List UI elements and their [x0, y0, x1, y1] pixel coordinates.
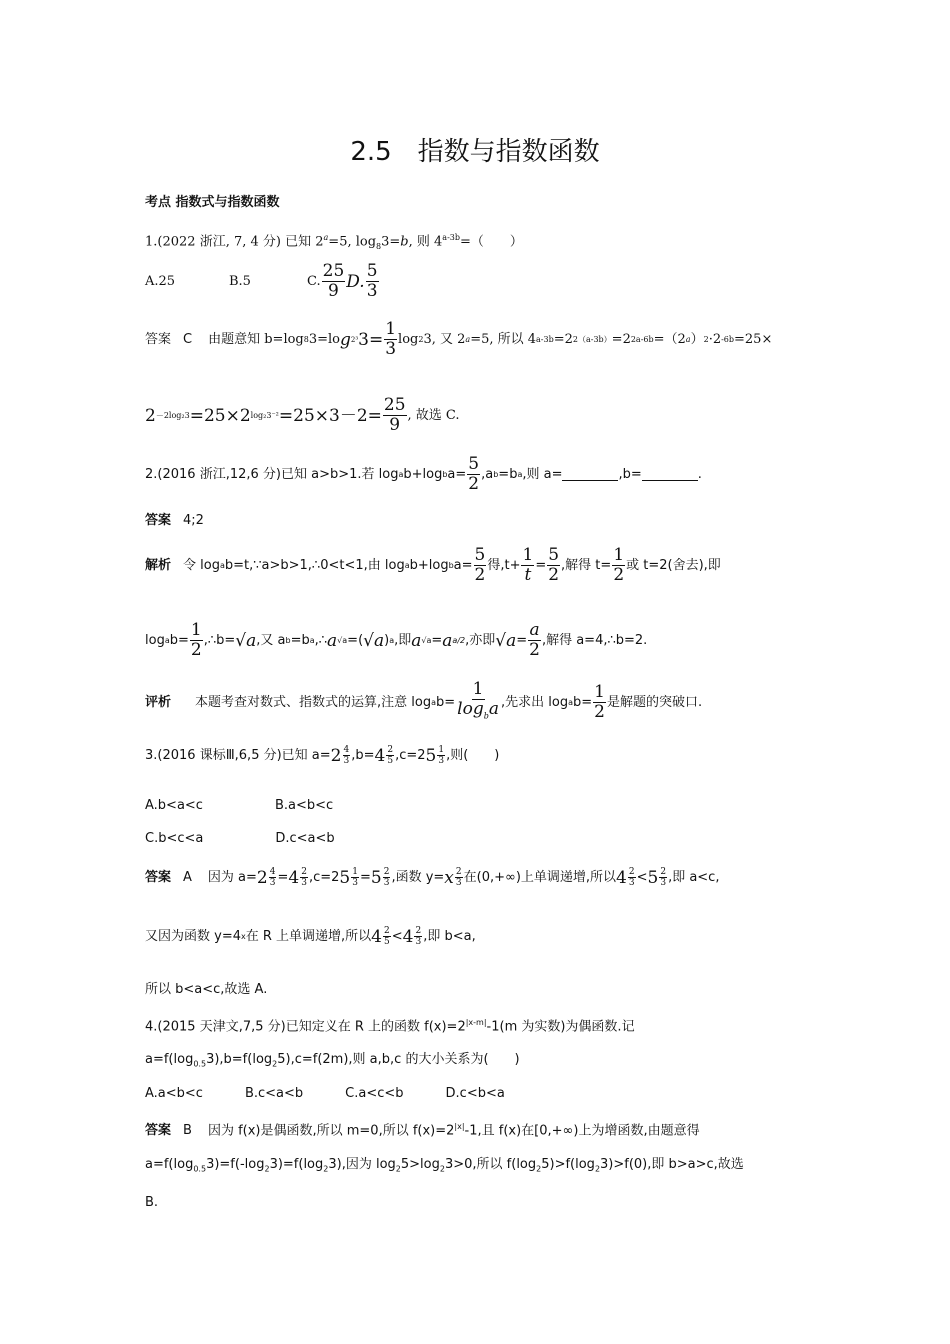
- q3-options-2: C.b<c<a D.c<a<b: [145, 831, 335, 846]
- q4-answer: 答案 B 因为 f(x)是偶函数,所以 m=0,所以 $f(x)=2^{|x|}-1$,且 f(x)在[0,+∞)上为增函数,由题意得: [145, 1122, 700, 1139]
- q2-blank-a: [562, 468, 618, 481]
- document-page: 2.5 指数与指数函数 考点 指数式与指数函数 1.(2022 浙江, 7, 4 分) 已知 $2^a=5$, $\log_83=b$, 则 $4^{a-3b}=$（ ） A.25 B.5 C. $\frac{25}{9}$ D. $\frac{5}{3}$ 答案 C 由题意知 b=log 8 3=lo g 2³ 3= $\frac{1}{3}$ log 2 3, 又 2 a =5, 所以 4 a-3b =2 2（a-3b） =2 2a-6b =（2 a ） 2 ·2 -6b =25× 2 －2log₂3 =25×2 log₂3⁻² =25×3－2= $\frac{25}{9}$ , 故选 C. 2.(2016 浙江,12,6 分)已知 a>b>1.若 log a b+log b a= $\frac{5}{2}$ ,a b =b a ,则 a= ,b= . 答案 4;2 解析 令 log a b=t,∵a>b>1,∴0<t<1,由 log a b+log b a= $\frac{5}{2}$ 得,t+ $\frac{1}{t}$ = $\frac{5}{2}$ ,解得 t= $\frac{1}{2}$ 或 t=2(舍去),即 log a b= $\frac{1}{2}$ ,∴b= √a ,又 a b =b a ,∴ a √a =( √a ) a ,即 a √a = a a/2 ,亦即 √a = $\frac{a}{2}$ ,解得 a=4,∴b=2. 评析 本题考查对数式、指数式的运算,注意 log a b= $\frac{1}{\log_ba}$ ,先求出 log a b= $\frac{1}{2}$ 是解题的突破口. 3.(2016 课标Ⅲ,6,5 分)已知 a= 2 $\frac{4}{3}$ ,b= 4 $\frac{2}{5}$ ,c=2 5 $\frac{1}{3}$ ,则( ) A.b<a<c B.a<b<c C.b<c<a D.c<a<b 答案 A 因为 a= 2 $\frac{4}{3}$ = 4 $\frac{2}{3}$ ,c=2 5 $\frac{1}{3}$ = 5 $\frac{2}{3}$ ,函数 y= x $\frac{2}{3}$ 在(0,+∞)上单调递增,所以 4 $\frac{2}{3}$ < 5 $\frac{2}{3}$ ,即 a<c, 又因为函数 y=4 x 在 R 上单调递增,所以 4 $\frac{2}{5}$ < 4 $\frac{2}{3}$ ,即 b<a, 所以 b<a<c,故选 A. 4.(2015 天津文,7,5 分)已知定义在 R 上的函数 $f(x)=2^{|x-m|}-1(m$ 为实数)为偶函数.记 $a=f(\log_{0.5}3),b=f(\log_25),c=f(2m)$,则 a,b,c 的大小关系为( ) A.a<b<c B.c<a<b C.a<c<b D.c<b<a 答案 B 因为 f(x)是偶函数,所以 m=0,所以 $f(x)=2^{|x|}-1$,且 f(x)在[0,+∞)上为增函数,由题意得 $a=f(\log_{0.5}3)=f(-\log_23)=f(\log_23)$,因为 $\log_25>\log_23>0$,所以 $f(\log_25)>f(\log_23)>f(0)$,即 b>a>c,故选 B.: [0, 0, 950, 1344]
- q1-explanation-2: 2 －2log₂3 =25×2 log₂3⁻² =25×3－2= $\frac{25}{9}$ , 故选 C.: [145, 395, 460, 435]
- section-heading: 考点 指数式与指数函数: [145, 195, 280, 210]
- q1-answer: 答案 C 由题意知 b=log 8 3=lo g 2³ 3= $\frac{1}{3}$ log 2 3, 又 2 a =5, 所以 4 a-3b =2 2（a-3b） =2 2a-6b =（2 a ） 2 ·2 -6b =25×: [145, 319, 773, 359]
- q2-analysis-1: 解析 令 log a b=t,∵a>b>1,∴0<t<1,由 log a b+log b a= $\frac{5}{2}$ 得,t+ $\frac{1}{t}$ = $\frac{5}{2}$ ,解得 t= $\frac{1}{2}$ 或 t=2(舍去),即: [145, 545, 721, 585]
- q3-explanation-3: 所以 b<a<c,故选 A.: [145, 982, 268, 997]
- q2-blank-b: [642, 468, 698, 481]
- q1-stem: 1.(2022 浙江, 7, 4 分) 已知 $2^a=5$, $\log_83=b$, 则 $4^{a-3b}=$（ ）: [145, 233, 523, 251]
- q4-explanation-3: B.: [145, 1195, 159, 1210]
- page-title: 2.5 指数与指数函数: [350, 137, 600, 167]
- q4-options: A.a<b<c B.c<a<b C.a<c<b D.c<b<a: [145, 1086, 505, 1101]
- q3-explanation-2: 又因为函数 y=4 x 在 R 上单调递增,所以 4 $\frac{2}{5}$ < 4 $\frac{2}{3}$ ,即 b<a,: [145, 926, 476, 947]
- q3-answer: 答案 A 因为 a= 2 $\frac{4}{3}$ = 4 $\frac{2}{3}$ ,c=2 5 $\frac{1}{3}$ = 5 $\frac{2}{3}$ ,函数 y= x $\frac{2}{3}$ 在(0,+∞)上单调递增,所以 4 $\frac{2}{3}$ < 5 $\frac{2}{3}$ ,即 a<c,: [145, 867, 720, 888]
- q2-analysis-2: log a b= $\frac{1}{2}$ ,∴b= √a ,又 a b =b a ,∴ a √a =( √a ) a ,即 a √a = a a/2 ,亦即 √a = $\frac{a}{2}$ ,解得 a=4,∴b=2.: [145, 620, 648, 660]
- q2-comment: 评析 本题考查对数式、指数式的运算,注意 log a b= $\frac{1}{\log_ba}$ ,先求出 log a b= $\frac{1}{2}$ 是解题的突破口.: [145, 679, 703, 723]
- q2-answer: 答案 4;2: [145, 513, 204, 528]
- q3-stem: 3.(2016 课标Ⅲ,6,5 分)已知 a= 2 $\frac{4}{3}$ ,b= 4 $\frac{2}{5}$ ,c=2 5 $\frac{1}{3}$ ,则( ): [145, 745, 500, 766]
- q4-stem-2: $a=f(\log_{0.5}3),b=f(\log_25),c=f(2m)$,则 a,b,c 的大小关系为( ): [145, 1052, 520, 1069]
- q2-stem: 2.(2016 浙江,12,6 分)已知 a>b>1.若 log a b+log b a= $\frac{5}{2}$ ,a b =b a ,则 a= ,b= .: [145, 454, 702, 494]
- q4-explanation-2: $a=f(\log_{0.5}3)=f(-\log_23)=f(\log_23)$,因为 $\log_25>\log_23>0$,所以 $f(\log_25)>f(\log_23)>f(0)$,即 b>a>c,故选: [145, 1157, 744, 1174]
- q4-stem: 4.(2015 天津文,7,5 分)已知定义在 R 上的函数 $f(x)=2^{|x-m|}-1(m$ 为实数)为偶函数.记: [145, 1018, 635, 1035]
- q3-options-1: A.b<a<c B.a<b<c: [145, 798, 334, 813]
